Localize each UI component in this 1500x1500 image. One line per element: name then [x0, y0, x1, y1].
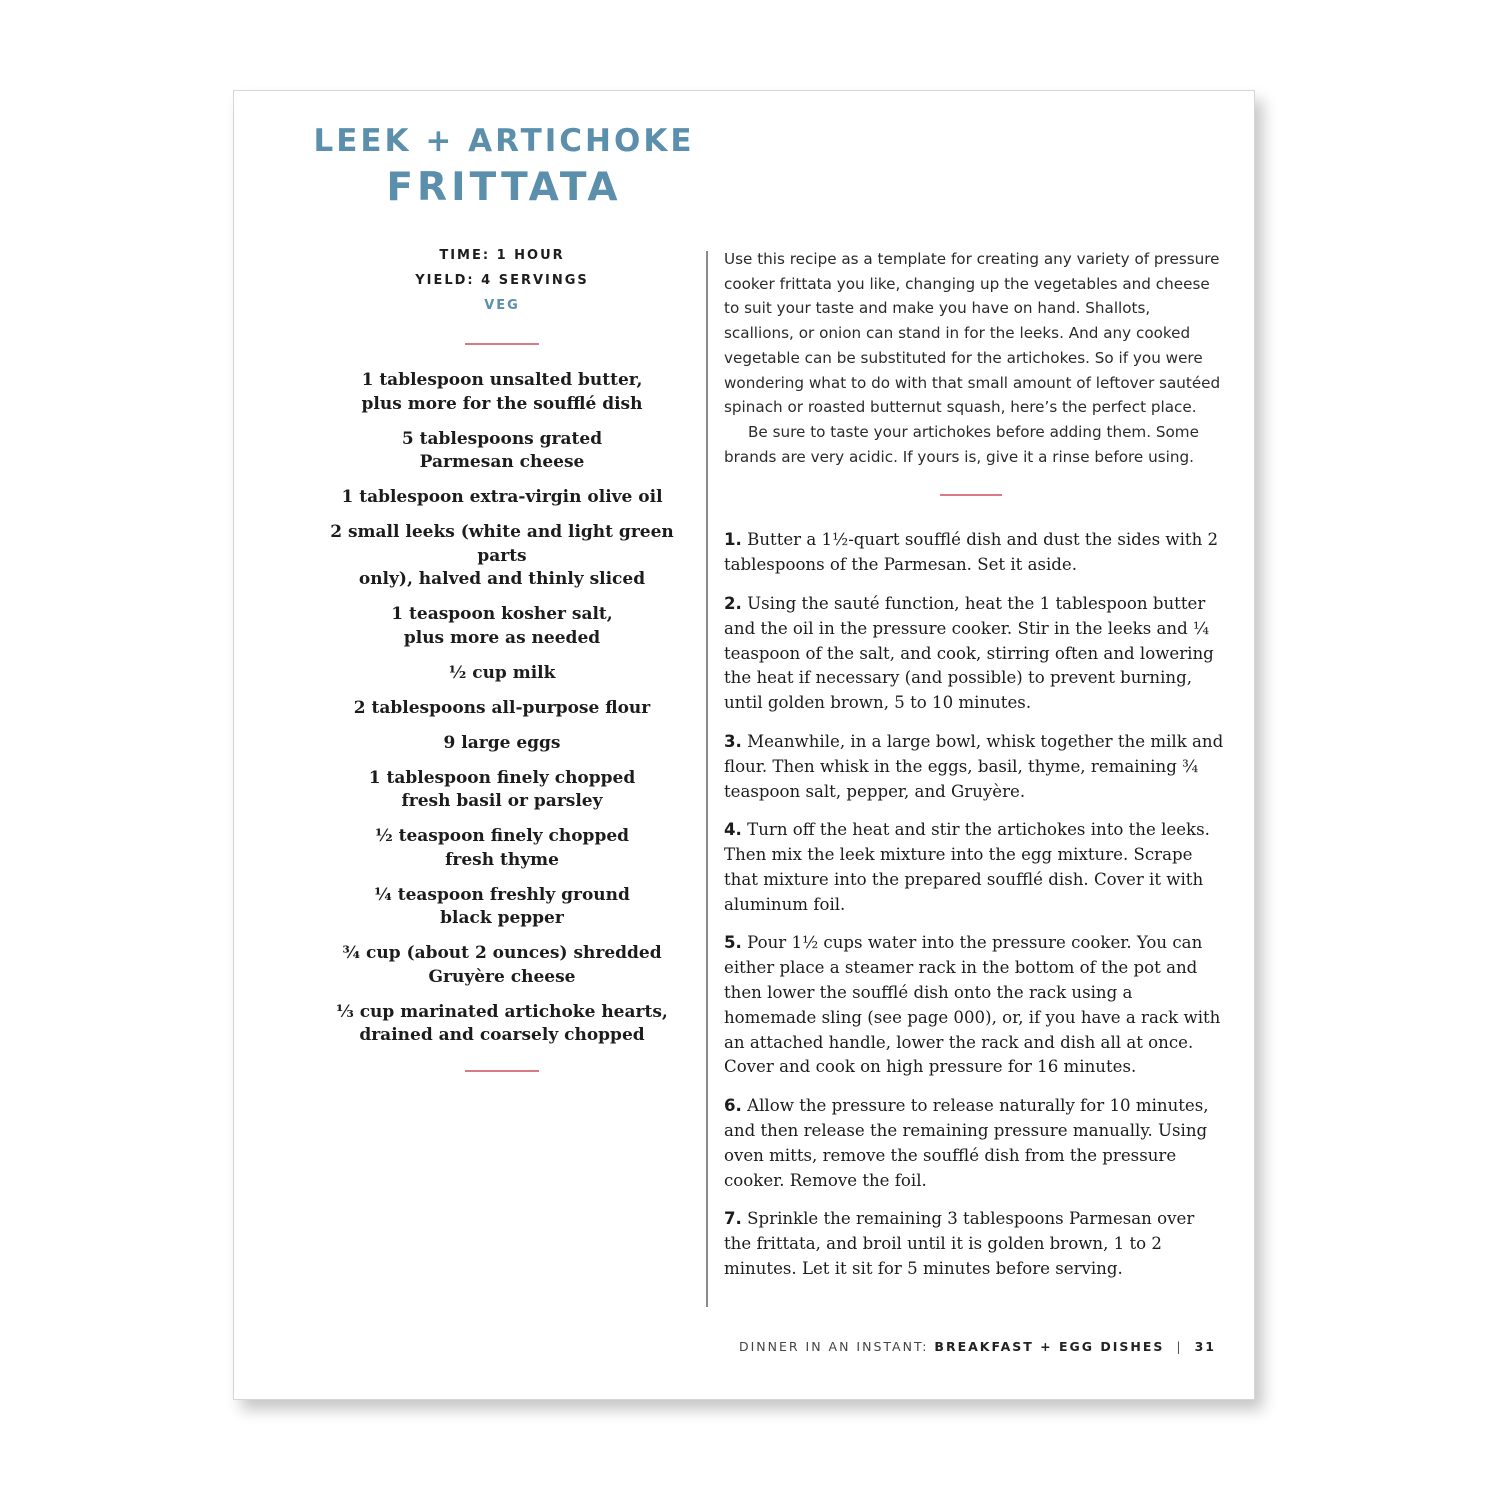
step-item	[724, 1207, 1224, 1281]
book-page	[233, 90, 1255, 1400]
step-number: 4.	[724, 820, 742, 840]
ingredient-line: black pepper	[440, 908, 564, 928]
step-text: Using the sauté function, heat the 1 tablespoon butter and the oil in the pressure cooker. Stir in the leeks and ¼ teaspoon of the salt, and cook, stirring often and lowering the heat if necessary (and possible) to prevent burning, until golden brown, 5 to 10 minutes.	[724, 593, 1214, 713]
ingredient-line: plus more for the soufflé dish	[361, 393, 643, 414]
footer-book-title: DINNER IN AN INSTANT:	[738, 1339, 929, 1354]
ingredient-line: 5 tablespoons grated	[401, 428, 603, 449]
ingredient-line: ⅓ cup marinated artichoke hearts,	[336, 1001, 668, 1022]
steps-list	[724, 528, 1224, 1282]
time-label: TIME: 1 HOUR	[439, 248, 565, 263]
step-text: Pour 1½ cups water into the pressure cooker. You can either place a steamer rack in the bottom of the pot and then lower the soufflé dish onto the rack using a homemade sling (see page 000), or, if you have a rack with an attached handle, lower the rack and dish all at once. Cover and cook on high pressure for 16 minutes.	[724, 933, 1221, 1077]
ingredient-item	[304, 662, 700, 686]
divider-rule-right	[940, 494, 1002, 496]
step-number: 5.	[724, 933, 742, 953]
ingredient-line: 9 large eggs	[443, 732, 561, 753]
ingredient-line: plus more as needed	[403, 627, 601, 648]
ingredients-list	[304, 369, 700, 1048]
step-text: Meanwhile, in a large bowl, whisk together the milk and flour. Then whisk in the eggs, basil, thyme, remaining ¾ teaspoon salt, pepper, and Gruyère.	[724, 731, 1224, 801]
ingredient-line: 1 tablespoon finely chopped	[368, 767, 636, 788]
step-text: Sprinkle the remaining 3 tablespoons Parmesan over the frittata, and broil until it is golden brown, 1 to 2 minutes. Let it sit for 5 minutes before serving.	[724, 1209, 1195, 1279]
ingredient-line: Gruyère cheese	[428, 966, 576, 987]
ingredient-line: 1 teaspoon kosher salt,	[391, 604, 613, 624]
title-line-1: LEEK + ARTICHOKE	[313, 123, 695, 159]
ingredient-line: ¼ teaspoon freshly ground	[374, 884, 630, 905]
step-number: 3.	[724, 731, 742, 751]
step-text: Butter a 1½-quart soufflé dish and dust the sides with 2 tablespoons of the Parmesan. Set it aside.	[724, 530, 1219, 575]
step-item	[724, 931, 1224, 1080]
footer-section: BREAKFAST + EGG DISHES	[934, 1339, 1165, 1354]
ingredient-item	[304, 697, 700, 721]
ingredient-item	[304, 825, 700, 872]
ingredient-item	[304, 428, 700, 475]
step-text: Turn off the heat and stir the artichokes into the leeks. Then mix the leek mixture into the egg mixture. Scrape that mixture into the prepared soufflé dish. Cover it with aluminum foil.	[724, 820, 1210, 914]
step-item	[724, 818, 1224, 917]
intro-paragraph-2: Be sure to taste your artichokes before adding them. Some brands are very acidic. If yours is, give it a rinse before using.	[724, 422, 1199, 466]
ingredient-item	[304, 486, 700, 510]
page-footer	[739, 1339, 1216, 1354]
ingredient-line: 1 tablespoon unsalted butter,	[361, 370, 643, 390]
ingredient-item	[304, 369, 700, 416]
intro-paragraph: Use this recipe as a template for creating any variety of pressure cooker frittata you like, changing up the vegetables and cheese to suit your taste and make you have on hand. Shallots, scallions, or onion can stand in for the leeks. And any cooked vegetable can be substituted for the artichokes. So if you were wondering what to do with that small amount of leftover sautéed spinach or roasted butternut squash, here’s the perfect place.	[724, 250, 1221, 417]
ingredient-item	[304, 732, 700, 756]
step-number: 6.	[724, 1096, 742, 1116]
step-text: Allow the pressure to release naturally for 10 minutes, and then release the remaining pressure manually. Using oven mitts, remove the soufflé dish from the pressure cooker. Remove the foil.	[724, 1096, 1209, 1190]
step-number: 7.	[724, 1209, 742, 1229]
ingredient-line: only), halved and thinly sliced	[358, 569, 646, 589]
column-divider	[706, 251, 708, 1307]
step-item	[724, 1094, 1224, 1193]
ingredient-line: drained and coarsely chopped	[359, 1025, 645, 1045]
recipe-title	[234, 119, 774, 213]
ingredient-line: Parmesan cheese	[419, 452, 585, 472]
ingredient-item	[304, 767, 700, 814]
ingredient-item	[304, 942, 700, 989]
ingredient-line: fresh basil or parsley	[401, 791, 603, 811]
divider-rule-bottom	[465, 1070, 539, 1072]
page-number: 31	[1194, 1339, 1216, 1354]
step-item	[724, 730, 1224, 804]
footer-separator: |	[1176, 1339, 1183, 1354]
step-number: 2.	[724, 593, 742, 613]
ingredient-line: 1 tablespoon extra-virgin olive oil	[341, 487, 663, 507]
ingredient-line: 2 tablespoons all-purpose flour	[353, 697, 651, 718]
divider-rule-top	[465, 343, 539, 345]
ingredient-item	[304, 603, 700, 650]
yield-label: YIELD: 4 SERVINGS	[415, 273, 589, 288]
ingredient-item	[304, 521, 700, 592]
step-item	[724, 528, 1224, 578]
step-number: 1.	[724, 530, 742, 550]
ingredients-column	[304, 243, 700, 1072]
step-item	[724, 592, 1224, 716]
ingredient-item	[304, 1001, 700, 1048]
ingredient-line: 2 small leeks (white and light green parts	[330, 522, 674, 566]
ingredient-line: ¾ cup (about 2 ounces) shredded	[342, 943, 662, 963]
ingredient-line: ½ teaspoon finely chopped	[374, 826, 630, 846]
ingredient-line: fresh thyme	[445, 849, 559, 870]
method-column	[724, 247, 1224, 1296]
ingredient-line: ½ cup milk	[448, 662, 556, 683]
ingredient-item	[304, 884, 700, 931]
veg-tag: VEG	[484, 298, 520, 313]
title-line-2: FRITTATA	[386, 165, 622, 210]
